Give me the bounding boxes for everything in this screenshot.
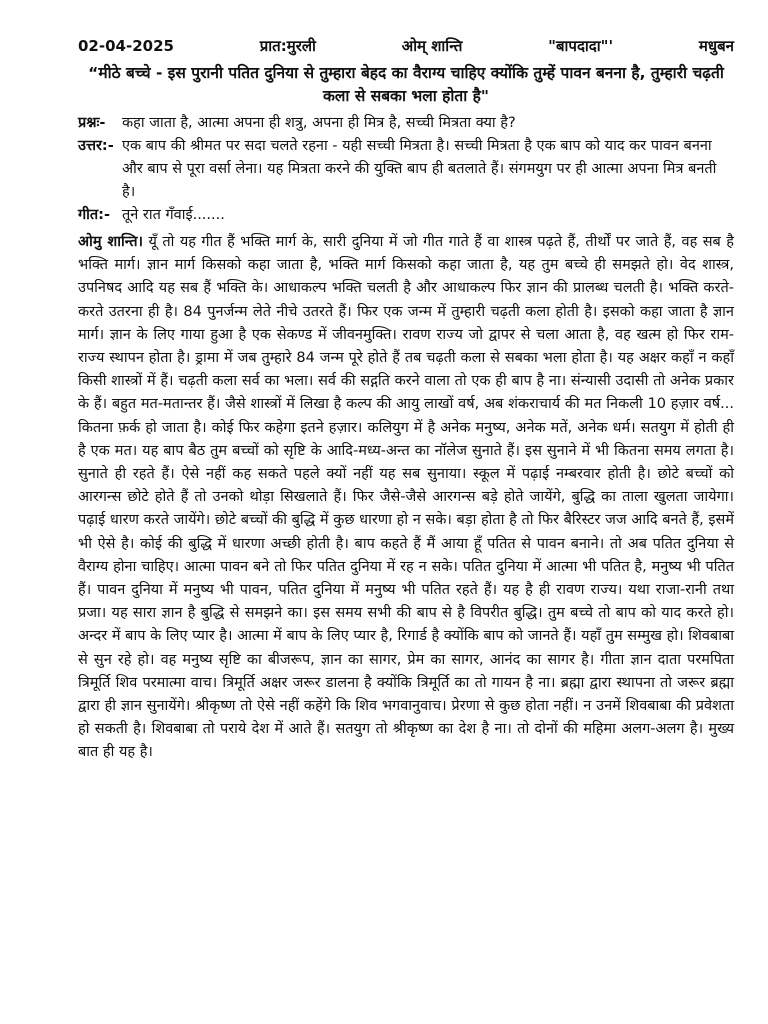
question-label: प्रश्नः- [78,115,106,131]
body-lead: ओमु शान्ति। [78,234,144,250]
body-text: यूँ तो यह गीत हैं भक्ति मार्ग के, सारी दुनिया में जो गीत गाते हैं वा शास्त्र पढ़ते हैं, तीर्थों पर जाते हैं, वह सब है भक्ति मार्ग। ज्ञान मार्ग किसको कहा जाता है, भक्ति मार्ग किसको कहा जाता है, यह तुम बच्चे ही समझते हो। वेद शास्त्र, उपनिषद आदि यह सब हैं भक्ति के। आधाकल्प भक्ति चलती है और आधाकल्प फिर ज्ञान की प्रालब्ध चलती है। भक्ति करते-करते उतरना ही है। 84 पुनर्जन्म लेते नीचे उतरते हैं। फिर एक जन्म में तुम्हारी चढ़ती कला होती है। इसको कहा जाता है ज्ञान मार्ग। ज्ञान के लिए गाया हुआ है एक सेकण्ड में जीवनमुक्ति। रावण राज्य जो द्वापर से चला आता है, वह खत्म हो फिर राम-राज्य स्थापन होता है। ड्रामा में जब तुम्हारे 84 जन्म पूरे होते हैं तब चढ़ती कला से सबका भला होता है। यह अक्षर कहाँ न कहाँ किसी शास्त्रों में हैं। चढ़ती कला सर्व का भला। सर्व की सद्गति करने वाला तो एक ही बाप है ना। संन्यासी उदासी तो अनेक प्रकार के हैं। बहुत मत-मतान्तर हैं। जैसे शास्त्रों में लिखा है कल्प की आयु लाखों वर्ष, अब शंकराचार्य की मत निकली 10 हज़ार वर्ष... कितना फ़र्क हो जाता है। कोई फिर कहेगा इतने हज़ार। कलियुग में है अनेक मनुष्य, अनेक मतें, अनेक धर्म। सतयुग में होती ही है एक मत। यह बाप बैठ तुम बच्चों को सृष्टि के आदि-मध्य-अन्त का नॉलेज सुनाते हैं। इस सुनाने में भी कितना समय लगता है। सुनाते ही रहते हैं। ऐसे नहीं कह सकते पहले क्यों नहीं यह सब सुनाया। स्कूल में पढ़ाई नम्बरवार होती है। छोटे बच्चों को आरगन्स छोटे होते हैं तो उनको थोड़ा सिखलाते हैं। फिर जैसे-जैसे आरगन्स बड़े होते जायेंगे, बुद्धि का ताला खुलता जायेगा। पढ़ाई धारण करते जायेंगे। छोटे बच्चों की बुद्धि में कुछ धारणा हो न सके। बड़ा होता है तो फिर बैरिस्टर जज आदि बनते हैं, इसमें भी ऐसे है। कोई की बुद्धि में धारणा अच्छी होती है। बाप कहते हैं मैं आया हूँ पतित से पावन बनाने। तो अब पतित दुनिया से वैराग्य होना चाहिए। आत्मा पावन बने तो फिर पतित दुनिया में रह न सके। पतित दुनिया में आत्मा भी पतित है, मनुष्य भी पतित हैं। पावन दुनिया में मनुष्य भी पावन, पतित दुनिया में मनुष्य भी पतित रहते हैं। यह है ही रावण राज्य। यथा राजा-रानी तथा प्रजा। यह सारा ज्ञान है बुद्धि से समझने का। इस समय सभी की बाप से है विपरीत बुद्धि। तुम बच्चे तो बाप को याद करते हो। अन्दर में बाप के लिए प्यार है। आत्मा में बाप के लिए प्यार है, रिगार्ड है क्योंकि बाप को जानते हैं। यहाँ तुम सम्मुख हो। शिवबाबा से सुन रहे हो। वह मनुष्य सृष्टि का बीजरूप, ज्ञान का सागर, प्रेम का सागर, आनंद का सागर है। गीता ज्ञान दाता परमपिता त्रिमूर्ति शिव परमात्मा वाच। त्रिमूर्ति अक्षर जरूर डालना है क्योंकि त्रिमूर्ति का तो गायन है ना। ब्रह्मा द्वारा स्थापना तो जरूर ब्रह्मा द्वारा ही ज्ञान सुनायेंगे। श्रीकृष्ण तो ऐसे नहीं कहेंगे कि शिव भगवानुवाच। प्रेरणा से कुछ होता नहीं। न उनमें शिवबाबा की प्रवेशता हो सकती है। शिवबाबा तो पराये देश में आते हैं। सतयुग तो श्रीकृष्ण का देश है ना। तो दोनों की महिमा अलग-अलग है। मुख्य बात ही यह है। [78,234,734,761]
song-text: तूने रात गँवाई....... [122,207,225,223]
murli-body [78,231,734,765]
murli-title: “मीठे बच्चे - इस पुरानी पतित दुनिया से तुम्हारा बेहद का वैराग्य चाहिए क्योंकि तुम्हें पावन बनना है, तुम्हारी चढ़ती कला से सबका भला होता है" [88,64,724,105]
place-label: मधुबन [698,37,734,55]
song-block [78,204,734,227]
source-label: "बापदादा"' [548,37,614,55]
page-header [78,36,734,56]
murli-time: प्रात:मुरली [259,37,316,55]
question-block [78,112,734,135]
om-shanti-heading: ओम् शान्ति [401,37,463,55]
date: 02-04-2025 [78,37,174,55]
song-label: गीत:- [78,207,111,223]
answer-block [78,135,734,204]
question-text: कहा जाता है, आत्मा अपना ही शत्रु, अपना ही मित्र है, सच्ची मित्रता क्या है? [122,115,516,131]
answer-text: एक बाप की श्रीमत पर सदा चलते रहना - यही सच्ची मित्रता है। सच्ची मित्रता है एक बाप को याद कर पावन बनना और बाप से पूरा वर्सा लेना। यह मित्रता करने की युक्ति बाप ही बतलाते हैं। संगमयुग पर ही आत्मा अपना मित्र बनती है। [122,138,717,200]
answer-label: उत्तर:- [78,138,114,154]
